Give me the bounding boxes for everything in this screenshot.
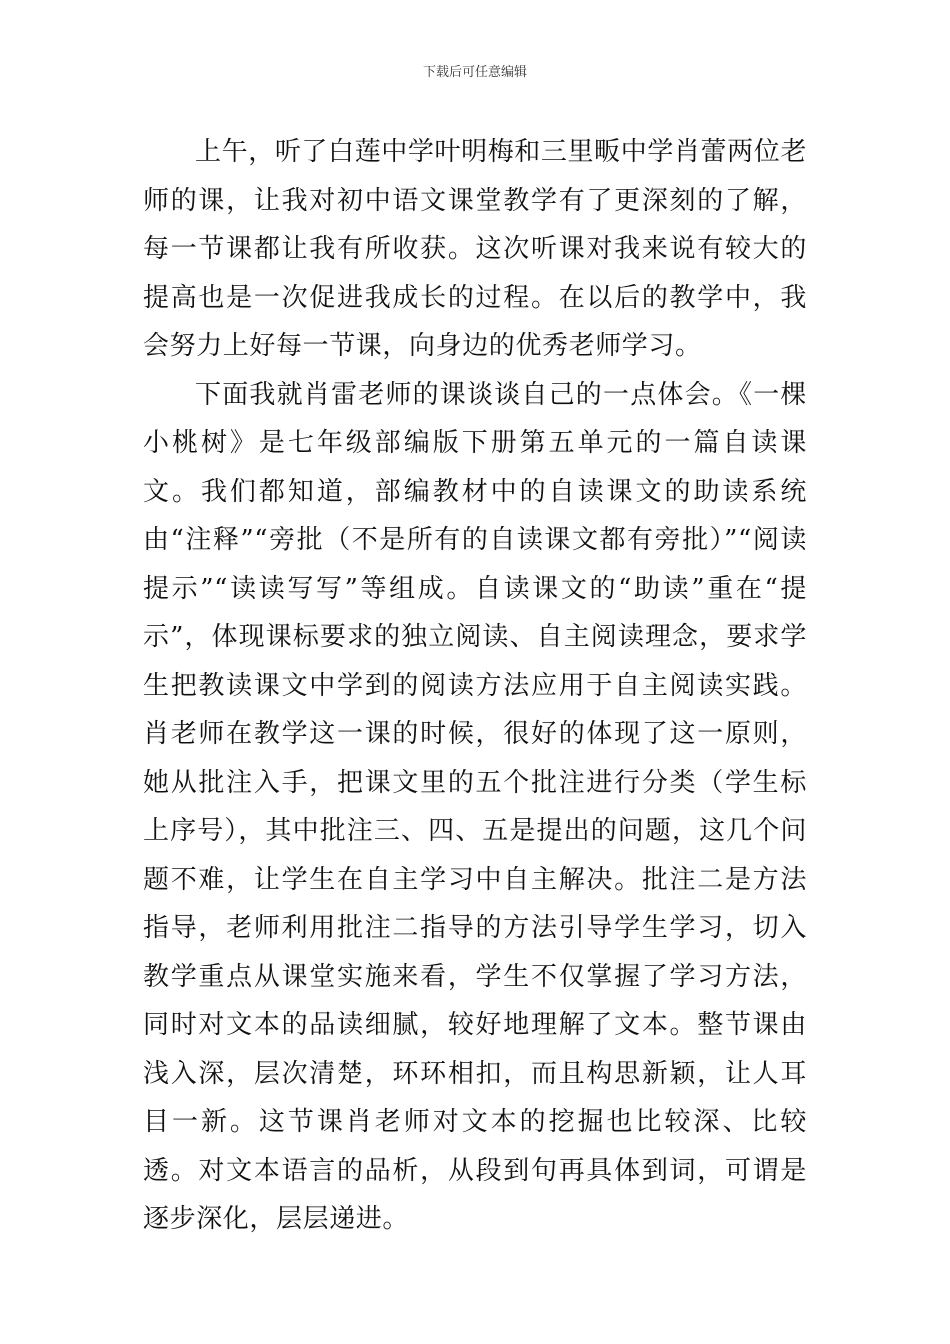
document-body (143, 128, 807, 1244)
paragraph-2: 下面我就肖雷老师的课谈谈自己的一点体会。《一棵小桃树》是七年级部编版下册第五单元的一篇自读课文。我们都知道，部编教材中的自读课文的助读系统由“注释”“旁批（不是所有的自读课文都有旁批）”“阅读提示”“读读写写”等组成。自读课文的“助读”重在“提示”，体现课标要求的独立阅读、自主阅读理念，要求学生把教读课文中学到的阅读方法应用于自主阅读实践。肖老师在教学这一课的时候，很好的体现了这一原则，她从批注入手，把课文里的五个批注进行分类（学生标上序号），其中批注三、四、五是提出的问题，这几个问题不难，让学生在自主学习中自主解决。批注二是方法指导，老师利用批注二指导的方法引导学生学习，切入教学重点从课堂实施来看，学生不仅掌握了学习方法，同时对文本的品读细腻，较好地理解了文本。整节课由浅入深，层次清楚，环环相扣，而且构思新颖，让人耳目一新。这节课肖老师对文本的挖掘也比较深、比较透。对文本语言的品析，从段到句再具体到词，可谓是逐步深化，层层递进。 (143, 379, 807, 1234)
page-header: 下载后可任意编辑 (422, 65, 527, 80)
paragraph-1: 上午，听了白莲中学叶明梅和三里畈中学肖蕾两位老师的课，让我对初中语文课堂教学有了更深刻的了解，每一节课都让我有所收获。这次听课对我来说有较大的提高也是一次促进我成长的过程。在以后的教学中，我会努力上好每一节课，向身边的优秀老师学习。 (143, 137, 807, 361)
